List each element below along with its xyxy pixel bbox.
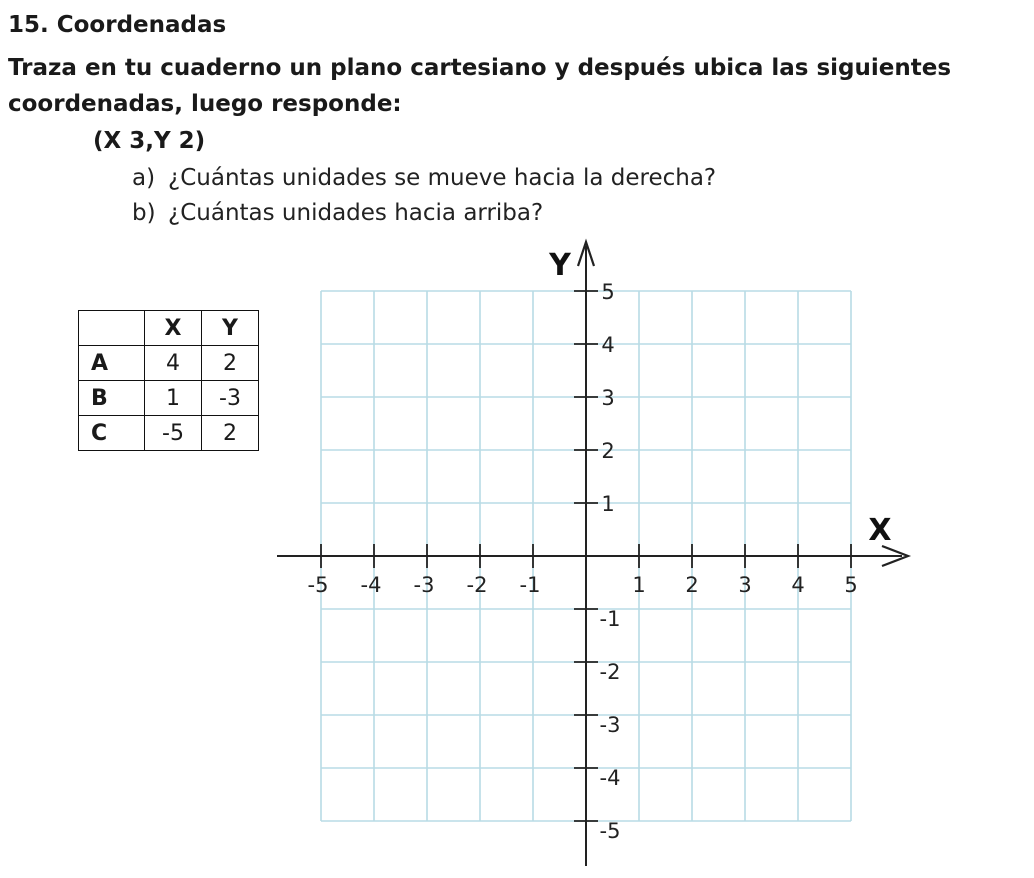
question-b-label: b) (132, 200, 156, 226)
x-tick-label: -1 (519, 573, 541, 597)
x-tick-label: -4 (360, 573, 382, 597)
question-b-text: ¿Cuántas unidades hacia arriba? (168, 200, 544, 226)
point-x: 1 (145, 381, 202, 416)
y-tick-label: -5 (599, 819, 621, 843)
point-y: -3 (202, 381, 259, 416)
x-tick-label: -2 (466, 573, 488, 597)
table-header-x: X (145, 311, 202, 346)
x-tick-label: -5 (307, 573, 329, 597)
point-name: A (79, 346, 145, 381)
x-tick-label: 5 (844, 573, 858, 597)
point-y: 2 (202, 416, 259, 451)
point-y: 2 (202, 346, 259, 381)
question-a-label: a) (132, 165, 156, 191)
x-axis-label: X (868, 513, 892, 548)
point-x: 4 (145, 346, 202, 381)
x-tick-label: -3 (413, 573, 435, 597)
point-x: -5 (145, 416, 202, 451)
point-name: C (79, 416, 145, 451)
y-tick-label: 1 (601, 492, 615, 516)
x-tick-label: 1 (632, 573, 646, 597)
x-tick-label: 2 (685, 573, 699, 597)
x-tick-label: 4 (791, 573, 805, 597)
y-tick-label: -2 (599, 660, 621, 684)
y-axis-label: Y (549, 248, 571, 283)
y-tick-label: 4 (601, 333, 615, 357)
y-tick-label: 3 (601, 386, 615, 410)
question-a-text: ¿Cuántas unidades se mueve hacia la derecha? (168, 165, 717, 191)
y-tick-label: -1 (599, 607, 621, 631)
y-tick-label: 2 (601, 439, 615, 463)
axes (277, 242, 908, 866)
y-tick-label: -4 (599, 766, 621, 790)
instruction-text: Traza en tu cuaderno un plano cartesiano y después ubica las siguientes coordenadas, luego responde: (8, 55, 952, 117)
x-tick-label: 3 (738, 573, 752, 597)
table-header-y: Y (202, 311, 259, 346)
y-tick-label: 5 (601, 280, 615, 304)
point-name: B (79, 381, 145, 416)
y-tick-label: -3 (599, 713, 621, 737)
exercise-title: 15. Coordenadas (8, 12, 227, 38)
tick-labels (308, 248, 892, 843)
coordinate-pair: (X 3,Y 2) (93, 128, 206, 154)
